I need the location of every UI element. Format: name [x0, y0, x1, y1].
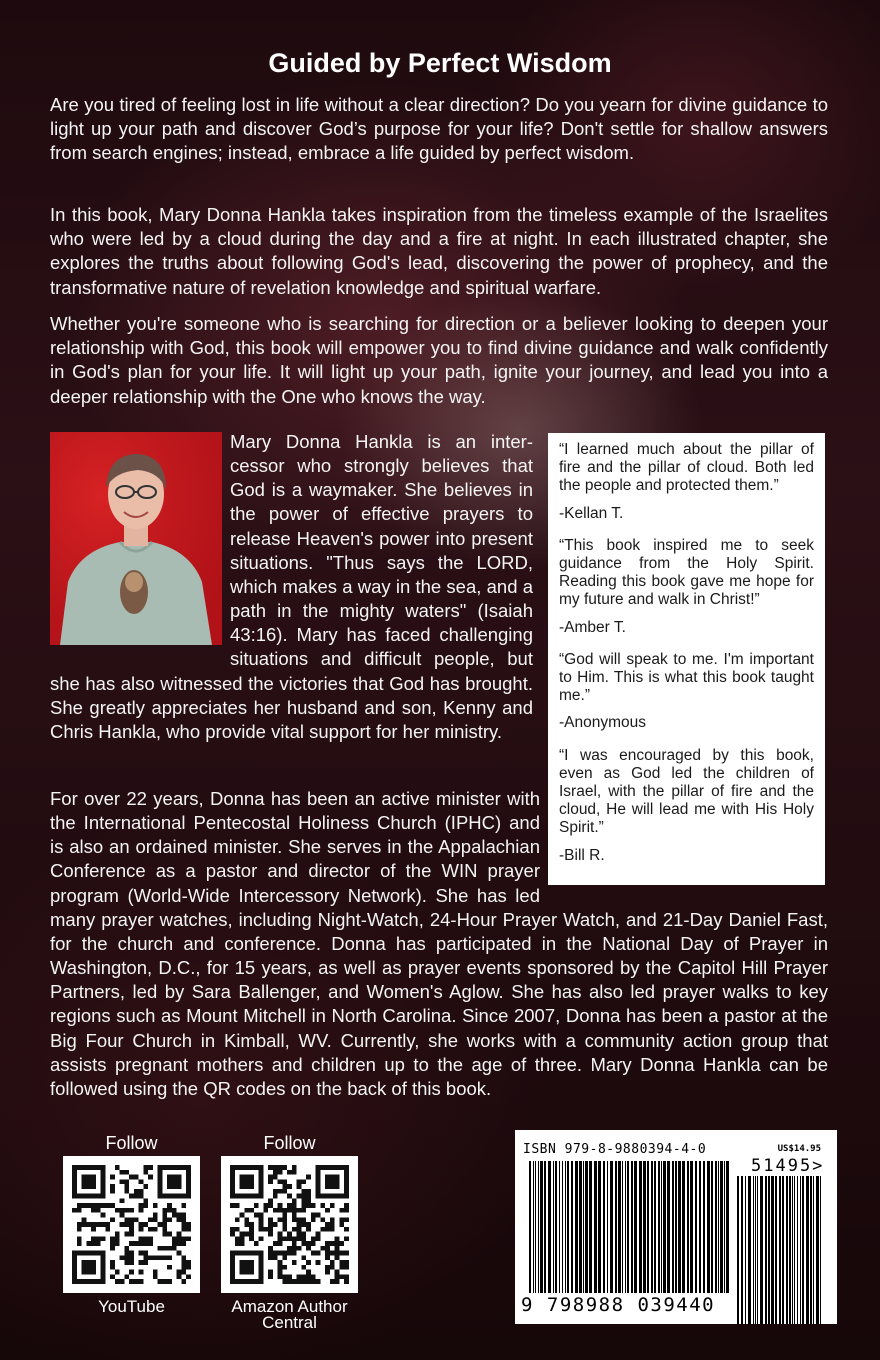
barcode-bar [687, 1161, 689, 1293]
barcode-bar [625, 1161, 626, 1293]
barcode-bar [726, 1161, 729, 1293]
barcode-bar [562, 1161, 563, 1293]
barcode-bar [760, 1176, 763, 1324]
barcode-bar [703, 1161, 705, 1293]
qr-code-icon[interactable] [221, 1156, 358, 1293]
barcode-bar [634, 1161, 637, 1293]
description-paragraph: In this book, Mary Donna Hankla takes inspiration from the timeless example of the Israelites who were led by a cloud during the day and a fire at night. In each illustrated chapter, she explores the truths about following God's lead, discovering the power of prophecy, and the transformative nature of revelation knowledge and spiritual warfare. [50, 204, 828, 298]
qr-follow-label: Follow [105, 1133, 158, 1153]
barcode-bar [643, 1161, 646, 1293]
barcode-bar [682, 1161, 685, 1293]
qr-code-icon[interactable] [63, 1156, 200, 1293]
barcode-bar [699, 1161, 701, 1293]
barcode-bar [647, 1161, 649, 1293]
barcode-bar [607, 1161, 608, 1293]
barcode-bar [789, 1176, 791, 1324]
barcode-bar [598, 1161, 601, 1293]
barcode-bar [538, 1161, 539, 1293]
barcode-bar [654, 1161, 656, 1293]
barcode-bar [618, 1161, 621, 1293]
barcode-bar [771, 1176, 774, 1324]
barcode-bar [622, 1161, 623, 1293]
barcode-addon-bars [737, 1176, 823, 1324]
barcode-bar [816, 1176, 819, 1324]
barcode-bar [610, 1161, 613, 1293]
addon-number: 51495> [751, 1156, 825, 1176]
barcode-bar [820, 1176, 821, 1324]
barcode-bar [548, 1161, 551, 1293]
barcode-bar [757, 1176, 758, 1324]
barcode-bar [724, 1161, 725, 1293]
barcode-bar [695, 1161, 697, 1293]
barcode-bar [589, 1161, 592, 1293]
barcode-bar [802, 1176, 804, 1324]
barcode-bar [775, 1176, 777, 1324]
testimonial-author: -Amber T. [559, 618, 626, 636]
testimonial-author: -Bill R. [559, 846, 605, 864]
barcode-bar [792, 1176, 793, 1324]
barcode-bar [690, 1161, 693, 1293]
barcode-bar [615, 1161, 617, 1293]
barcode-bar [571, 1161, 573, 1293]
barcode-bar [755, 1176, 756, 1324]
barcode-bar [553, 1161, 554, 1293]
barcode-bars [529, 1161, 729, 1293]
barcode-bar [529, 1161, 531, 1293]
barcode-bar [782, 1176, 784, 1324]
price-label: US$14.95 [777, 1144, 821, 1154]
isbn-text: ISBN 979-8-9880394-4-0 [523, 1142, 707, 1157]
barcode-bar [718, 1161, 719, 1293]
barcode-bar [806, 1176, 809, 1324]
testimonial-author: -Anonymous [559, 714, 647, 732]
barcode-bar [678, 1161, 681, 1293]
barcode-bar [748, 1176, 751, 1324]
barcode-bar [579, 1161, 582, 1293]
testimonial-quote: “God will speak to me. I'm important to Him. This is what this book taught me.” [559, 650, 814, 705]
barcode-bar [672, 1161, 674, 1293]
barcode-bar [753, 1176, 754, 1324]
book-title: Guided by Perfect Wisdom [268, 48, 612, 78]
barcode-bar [667, 1161, 670, 1293]
barcode-bar [565, 1161, 566, 1293]
author-ministry-bio [50, 787, 828, 1101]
author-bio-text: Mary Donna Hankla is an intercessor who strongly believes that God is a waymaker. She believes in the power of effective prayers to release Heaven's power into present situations. "Thus says the LORD, which makes a way in the sea, and a path in the mighty waters" (Isaiah 43:16). Mary has faced challenging situations and difficult people, but she has also witnessed the victories that God has brought. She greatly appreciates her husband and son, Kenny and Chris Hankla, who provide vital support for her ministry. [50, 431, 533, 742]
youtube-qr[interactable] [63, 1133, 200, 1315]
barcode-bar [651, 1161, 653, 1293]
barcode-bar [585, 1161, 588, 1293]
barcode-bar [779, 1176, 781, 1324]
barcode-bar [675, 1161, 677, 1293]
barcode-bar [658, 1161, 660, 1293]
barcode-bar [810, 1176, 812, 1324]
amazon-author-qr[interactable] [221, 1133, 358, 1331]
barcode-bar [794, 1176, 795, 1324]
barcode-bar [765, 1176, 767, 1324]
barcode-bar [535, 1161, 536, 1293]
barcode-bar [737, 1176, 739, 1324]
barcode-bar [583, 1161, 584, 1293]
qr-follow-label: Follow [263, 1133, 316, 1153]
barcode-bar [631, 1161, 633, 1293]
barcode-bar [559, 1161, 560, 1293]
barcode-bar [741, 1176, 743, 1324]
barcode-bar [594, 1161, 597, 1293]
barcode-bar [797, 1176, 798, 1324]
barcode-bar [661, 1161, 662, 1293]
intro-paragraph: Are you tired of feeling lost in life without a clear direction? Do you yearn for divine guidance to light up your path and discover God’s purpose for your life? Don't settle for shallow answers from search engines; instead, embrace a life guided by perfect wisdom. [50, 94, 828, 164]
closing-paragraph: Whether you're someone who is searching for direction or a believer looking to deepen your relationship with God, this book will empower you to find divine guidance and walk confidently in God's plan for your life. It will light up your path, ignite your journey, and lead you into a deeper relationship with the One who knows the way. [50, 313, 828, 407]
testimonial-quote: “This book inspired me to seek guidance from the Holy Spirit. Reading this book gave me hope for my future and walk in Christ!” [559, 536, 814, 609]
barcode-bar [575, 1161, 578, 1293]
barcode-bar [715, 1161, 717, 1293]
barcode-bar [663, 1161, 666, 1293]
testimonial-author: -Kellan T. [559, 504, 624, 522]
barcode-number: 9 798988 039440 [521, 1294, 716, 1316]
author-bio [50, 430, 533, 753]
barcode-bar [567, 1161, 569, 1293]
barcode-bar [720, 1161, 723, 1293]
testimonial-quote: “I was encouraged by this book, even as God led the children of Israel, with the pillar of fire and the cloud, He will lead me with His Holy Spirit.” [559, 746, 814, 837]
barcode-bar [745, 1176, 746, 1324]
barcode-bar [540, 1161, 543, 1293]
isbn-barcode [515, 1130, 837, 1324]
barcode-bar [813, 1176, 814, 1324]
author-ministry-text: For over 22 years, Donna has been an active minister with the International Pentecostal Holiness Church (IPHC) and is also an ordained minister. She serves in the Appalachian Conference as a pastor and director of the WIN prayer program (World-Wide Intercessory Network). She has led many prayer watches, including Night-Watch, 24-Hour Prayer Watch, and 21-Day Daniel Fast, for the church and conference. Donna has participated in the National Day of Prayer in Washington, D.C., for 15 years, as well as prayer events sponsored by the Capitol Hill Prayer Partners, led by Sara Ballenger, and Women's Aglow. She has also led prayer walks to key regions such as Mount Mitchell in North Carolina. Since 2007, Donna has been a pastor at the Big Four Church in Kimball, WV. Currently, she works with a community action group that assists pregnant mothers and children up to the age of three. Mary Donna Hankla can be followed using the QR codes on the back of this book. [50, 788, 828, 1099]
barcode-bar [707, 1161, 710, 1293]
barcode-bar [603, 1161, 605, 1293]
barcode-bar [544, 1161, 546, 1293]
barcode-bar [768, 1176, 770, 1324]
qr-caption: Amazon Author Central [231, 1297, 348, 1332]
barcode-bar [711, 1161, 713, 1293]
barcode-bar [555, 1161, 557, 1293]
barcode-bar [639, 1161, 642, 1293]
barcode-bar [533, 1161, 534, 1293]
barcode-bar [800, 1176, 801, 1324]
barcode-bar [627, 1161, 629, 1293]
testimonial-quote: “I learned much about the pillar of fire and the pillar of cloud. Both led the people and protected them.” [559, 441, 814, 495]
barcode-bar [786, 1176, 788, 1324]
qr-caption: YouTube [98, 1297, 165, 1316]
